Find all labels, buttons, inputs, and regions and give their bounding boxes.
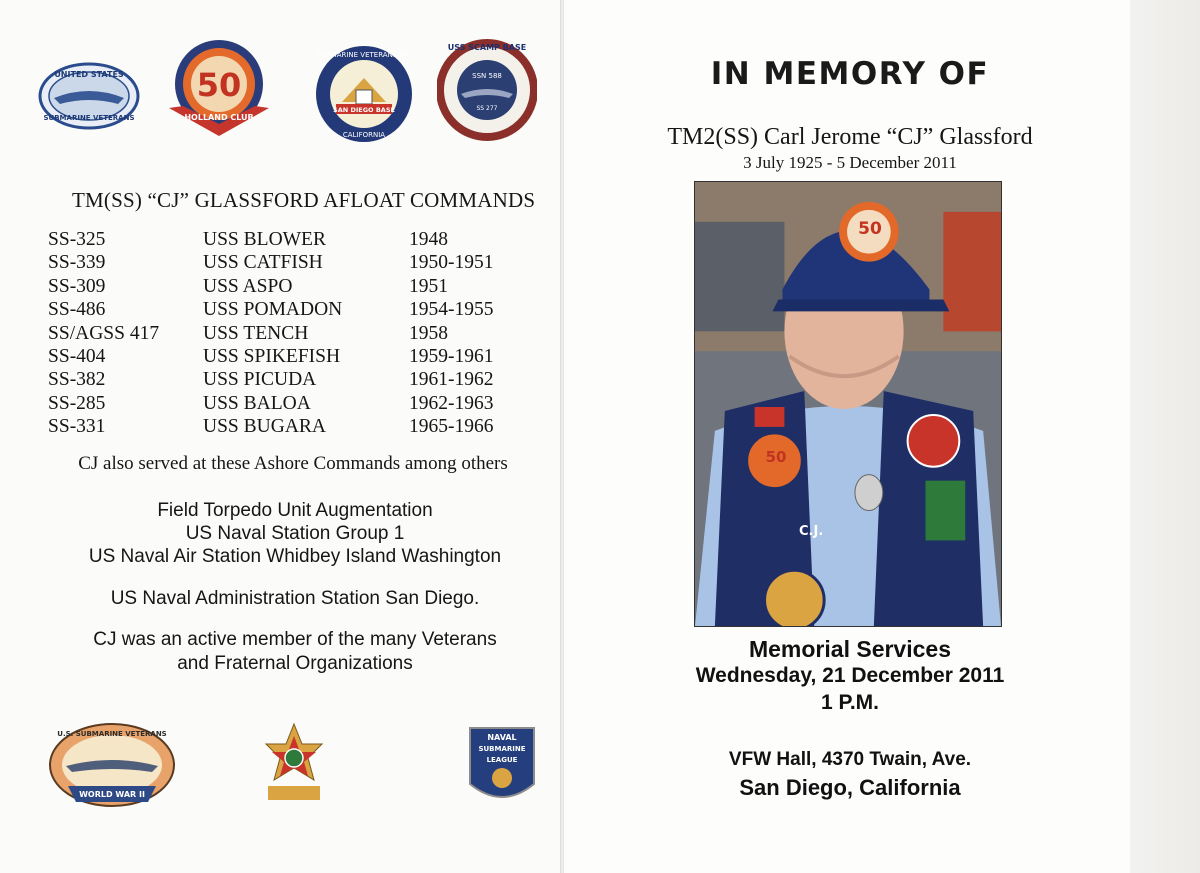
command-row [48, 415, 519, 438]
command-years: 1948 [409, 229, 448, 250]
afloat-commands-title: TM(SS) “CJ” GLASSFORD AFLOAT COMMANDS [72, 188, 536, 212]
command-ship: USS TENCH [203, 322, 309, 344]
svg-text:U.S. SUBMARINE VETERANS: U.S. SUBMARINE VETERANS [57, 730, 167, 738]
command-row [48, 298, 519, 321]
command-ship: USS BALOA [203, 392, 311, 414]
command-ship: USS BLOWER [203, 229, 326, 250]
services-date: Wednesday, 21 December 2011 [695, 664, 1005, 687]
svg-text:50: 50 [196, 66, 242, 104]
command-hull: SS-339 [48, 252, 106, 274]
ashore-command-1: Field Torpedo Unit Augmentation [157, 500, 433, 521]
uss-scamp-base-logo [437, 38, 537, 142]
command-hull: SS-309 [48, 275, 106, 297]
holland-club-50-logo [163, 36, 275, 140]
svg-text:SSN 588: SSN 588 [472, 72, 502, 80]
member-line-2: and Fraternal Organizations [177, 653, 413, 674]
svg-text:SUBMARINE: SUBMARINE [478, 745, 526, 753]
svg-text:HOLLAND CLUB: HOLLAND CLUB [184, 113, 254, 122]
honoree-name: TM2(SS) Carl Jerome “CJ” Glassford [667, 124, 1033, 150]
command-hull: SS-486 [48, 299, 106, 321]
svg-text:SUBMARINE VETERANS: SUBMARINE VETERANS [43, 114, 135, 122]
command-ship: USS POMADON [203, 299, 343, 321]
command-ship: USS SPIKEFISH [203, 346, 341, 368]
command-years: 1962-1963 [409, 392, 494, 414]
ashore-command-3: US Naval Air Station Whidbey Island Washington [88, 546, 502, 567]
paper-edge [1130, 0, 1200, 873]
venue-address: VFW Hall, 4370 Twain, Ave. [728, 749, 972, 770]
command-row [48, 345, 519, 368]
svg-text:NAVAL: NAVAL [487, 733, 517, 742]
svg-text:CALIFORNIA: CALIFORNIA [342, 131, 386, 139]
command-hull: SS-331 [48, 416, 106, 438]
command-years: 1959-1961 [409, 346, 494, 368]
afloat-commands-table [48, 228, 519, 439]
vfw-logo [264, 722, 324, 806]
command-hull: SS/AGSS 417 [48, 322, 160, 344]
command-years: 1954-1955 [409, 299, 494, 321]
command-hull: SS-404 [48, 346, 106, 368]
svg-text:UNITED STATES: UNITED STATES [54, 70, 124, 79]
command-row [48, 368, 519, 391]
svg-text:LEAGUE: LEAGUE [486, 756, 518, 764]
vest-patch-text: 50 [765, 448, 787, 466]
command-years: 1950-1951 [409, 252, 494, 274]
naval-submarine-league-logo [466, 724, 538, 810]
ashore-command-2: US Naval Station Group 1 [185, 523, 405, 544]
command-years: 1951 [409, 275, 448, 297]
svg-text:USS SCAMP BASE: USS SCAMP BASE [447, 43, 527, 52]
command-ship: USS CATFISH [203, 252, 323, 274]
command-hull: SS-382 [48, 369, 106, 391]
services-title: Memorial Services [748, 636, 951, 662]
ashore-command-4: US Naval Administration Station San Diego. [110, 588, 480, 609]
command-row [48, 251, 519, 274]
life-dates: 3 July 1925 - 5 December 2011 [743, 153, 957, 172]
svg-text:WORLD WAR II: WORLD WAR II [79, 790, 145, 799]
command-ship: USS ASPO [203, 275, 293, 297]
command-years: 1958 [409, 322, 448, 344]
venue-city: San Diego, California [739, 775, 961, 800]
name-tag: C.J. [799, 524, 824, 539]
command-row [48, 228, 519, 251]
command-ship: USS PICUDA [203, 369, 317, 391]
cap-patch-text: 50 [858, 219, 882, 239]
command-hull: SS-285 [48, 392, 106, 414]
svg-text:SAN DIEGO BASE: SAN DIEGO BASE [333, 106, 395, 114]
svg-text:SS 277: SS 277 [476, 105, 498, 112]
command-ship: USS BUGARA [203, 416, 326, 438]
command-years: 1965-1966 [409, 416, 494, 438]
member-line-1: CJ was an active member of the many Veterans [93, 629, 497, 650]
command-row [48, 275, 519, 298]
page-fold [560, 0, 564, 873]
us-submarine-veterans-logo [38, 62, 140, 130]
command-row [48, 322, 519, 345]
memory-title: IN MEMORY OF [710, 56, 990, 92]
command-row [48, 392, 519, 415]
portrait-photo [694, 181, 1002, 627]
ashore-intro: CJ also served at these Ashore Commands among others [78, 453, 508, 474]
services-time: 1 P.M. [821, 691, 879, 714]
svg-text:SUBMARINE VETERANS INC: SUBMARINE VETERANS INC [316, 51, 412, 59]
command-hull: SS-325 [48, 229, 106, 250]
command-years: 1961-1962 [409, 369, 494, 391]
san-diego-base-logo [314, 44, 414, 144]
submarine-veterans-wwii-logo [48, 722, 176, 808]
